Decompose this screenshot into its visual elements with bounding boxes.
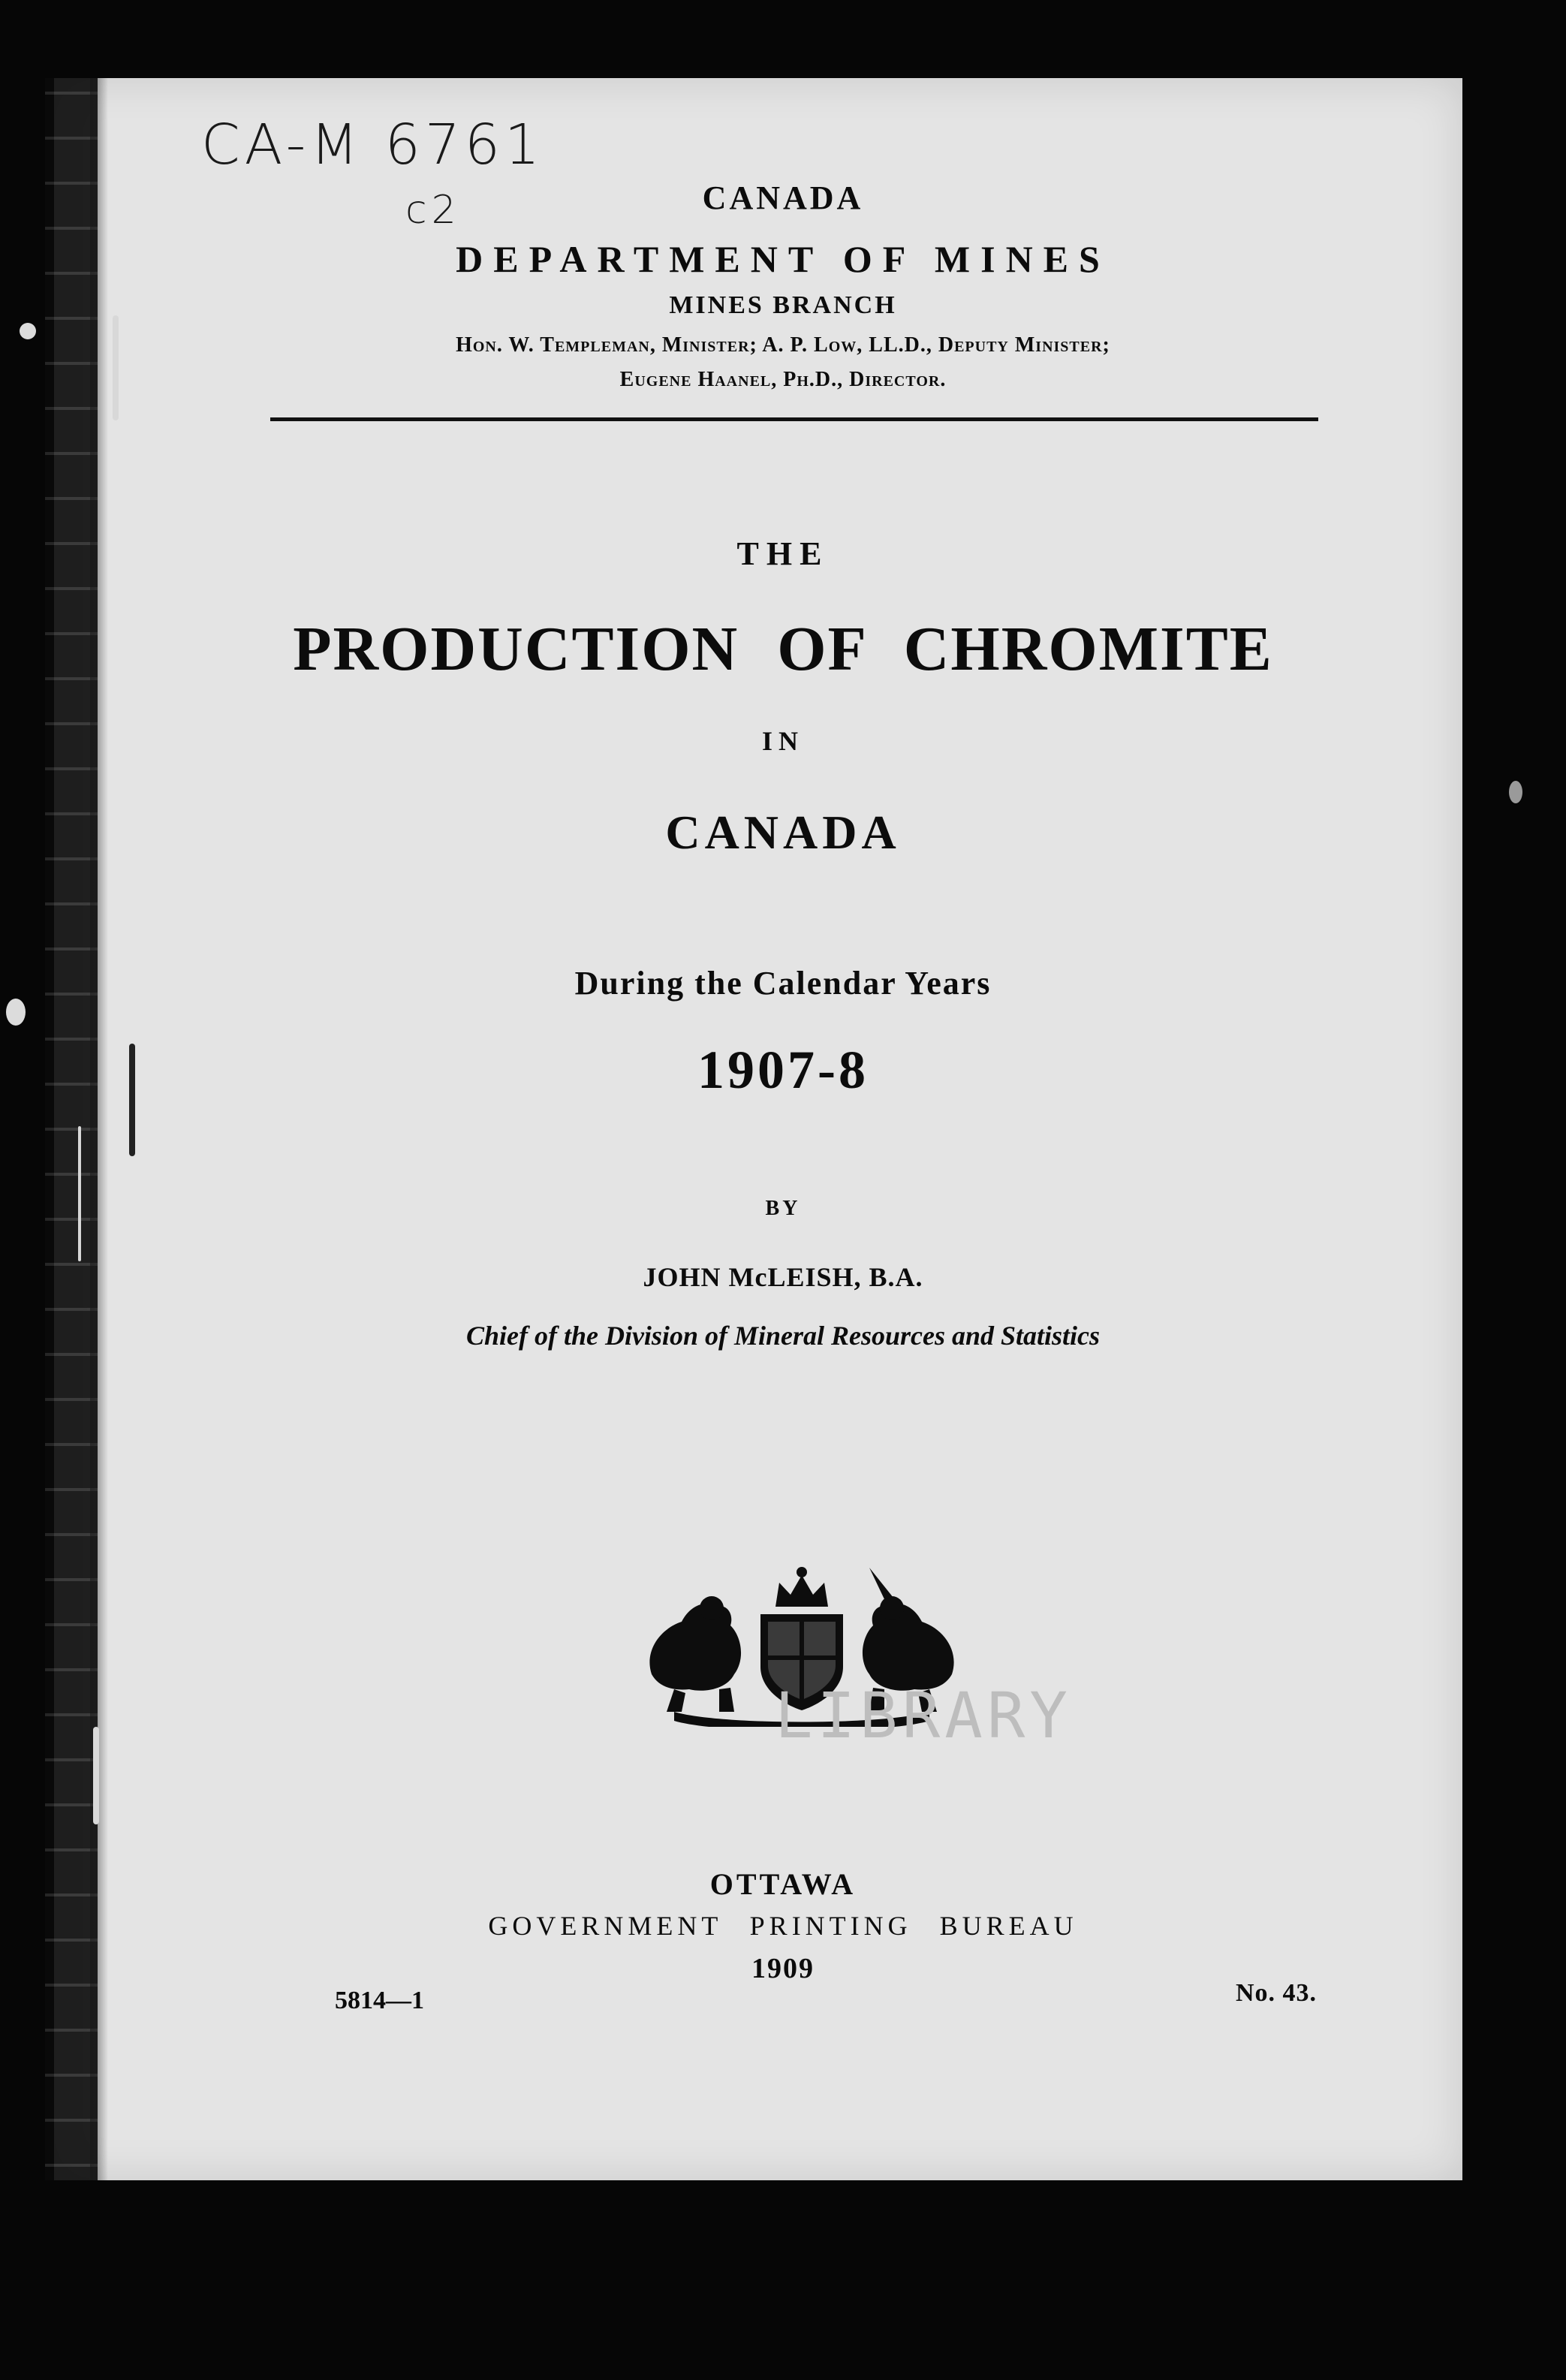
author-name: JOHN McLEISH, B.A. [643, 1262, 923, 1292]
imprint-year: 1909 [751, 1953, 815, 1984]
imprint-printer: GOVERNMENT PRINTING BUREAU [488, 1911, 1078, 1941]
title-in: IN [761, 726, 804, 756]
binding-thread [78, 1126, 81, 1261]
header-rule [270, 417, 1318, 421]
title-country: CANADA [665, 806, 901, 859]
imprint-city: OTTAWA [709, 1867, 857, 1901]
document-page [54, 78, 1462, 2180]
author-by: BY [765, 1197, 801, 1220]
title-years: 1907-8 [697, 1040, 869, 1100]
header-country: CANADA [702, 179, 864, 216]
scan-speck [20, 323, 36, 339]
catalog-number-handwritten: CA-M 6761 [201, 113, 545, 177]
header-branch: MINES BRANCH [669, 291, 897, 319]
header-officials-line-2: Eugene Haanel, Ph.D., Director. [619, 368, 947, 391]
scan-speck [6, 999, 26, 1026]
copy-mark-handwritten: c2 [405, 188, 461, 233]
binding-thread [93, 1727, 99, 1824]
footer-code: 5814—1 [335, 1987, 424, 2014]
header-officials-line-1: Hon. W. Templeman, Minister; A. P. Low, LL.D., Deputy Minister; [456, 333, 1110, 357]
title-the: THE [736, 535, 830, 572]
library-stamp: LIBRARY [774, 1679, 1072, 1752]
title-during: During the Calendar Years [574, 965, 992, 1002]
header-department: DEPARTMENT OF MINES [456, 238, 1110, 280]
footer-number: No. 43. [1236, 1979, 1318, 2007]
author-role: Chief of the Division of Mineral Resources and Statistics [465, 1321, 1101, 1351]
scan-speck [1509, 781, 1522, 803]
bound-edge [45, 78, 98, 2180]
title-main: PRODUCTION OF CHROMITE [293, 614, 1273, 684]
